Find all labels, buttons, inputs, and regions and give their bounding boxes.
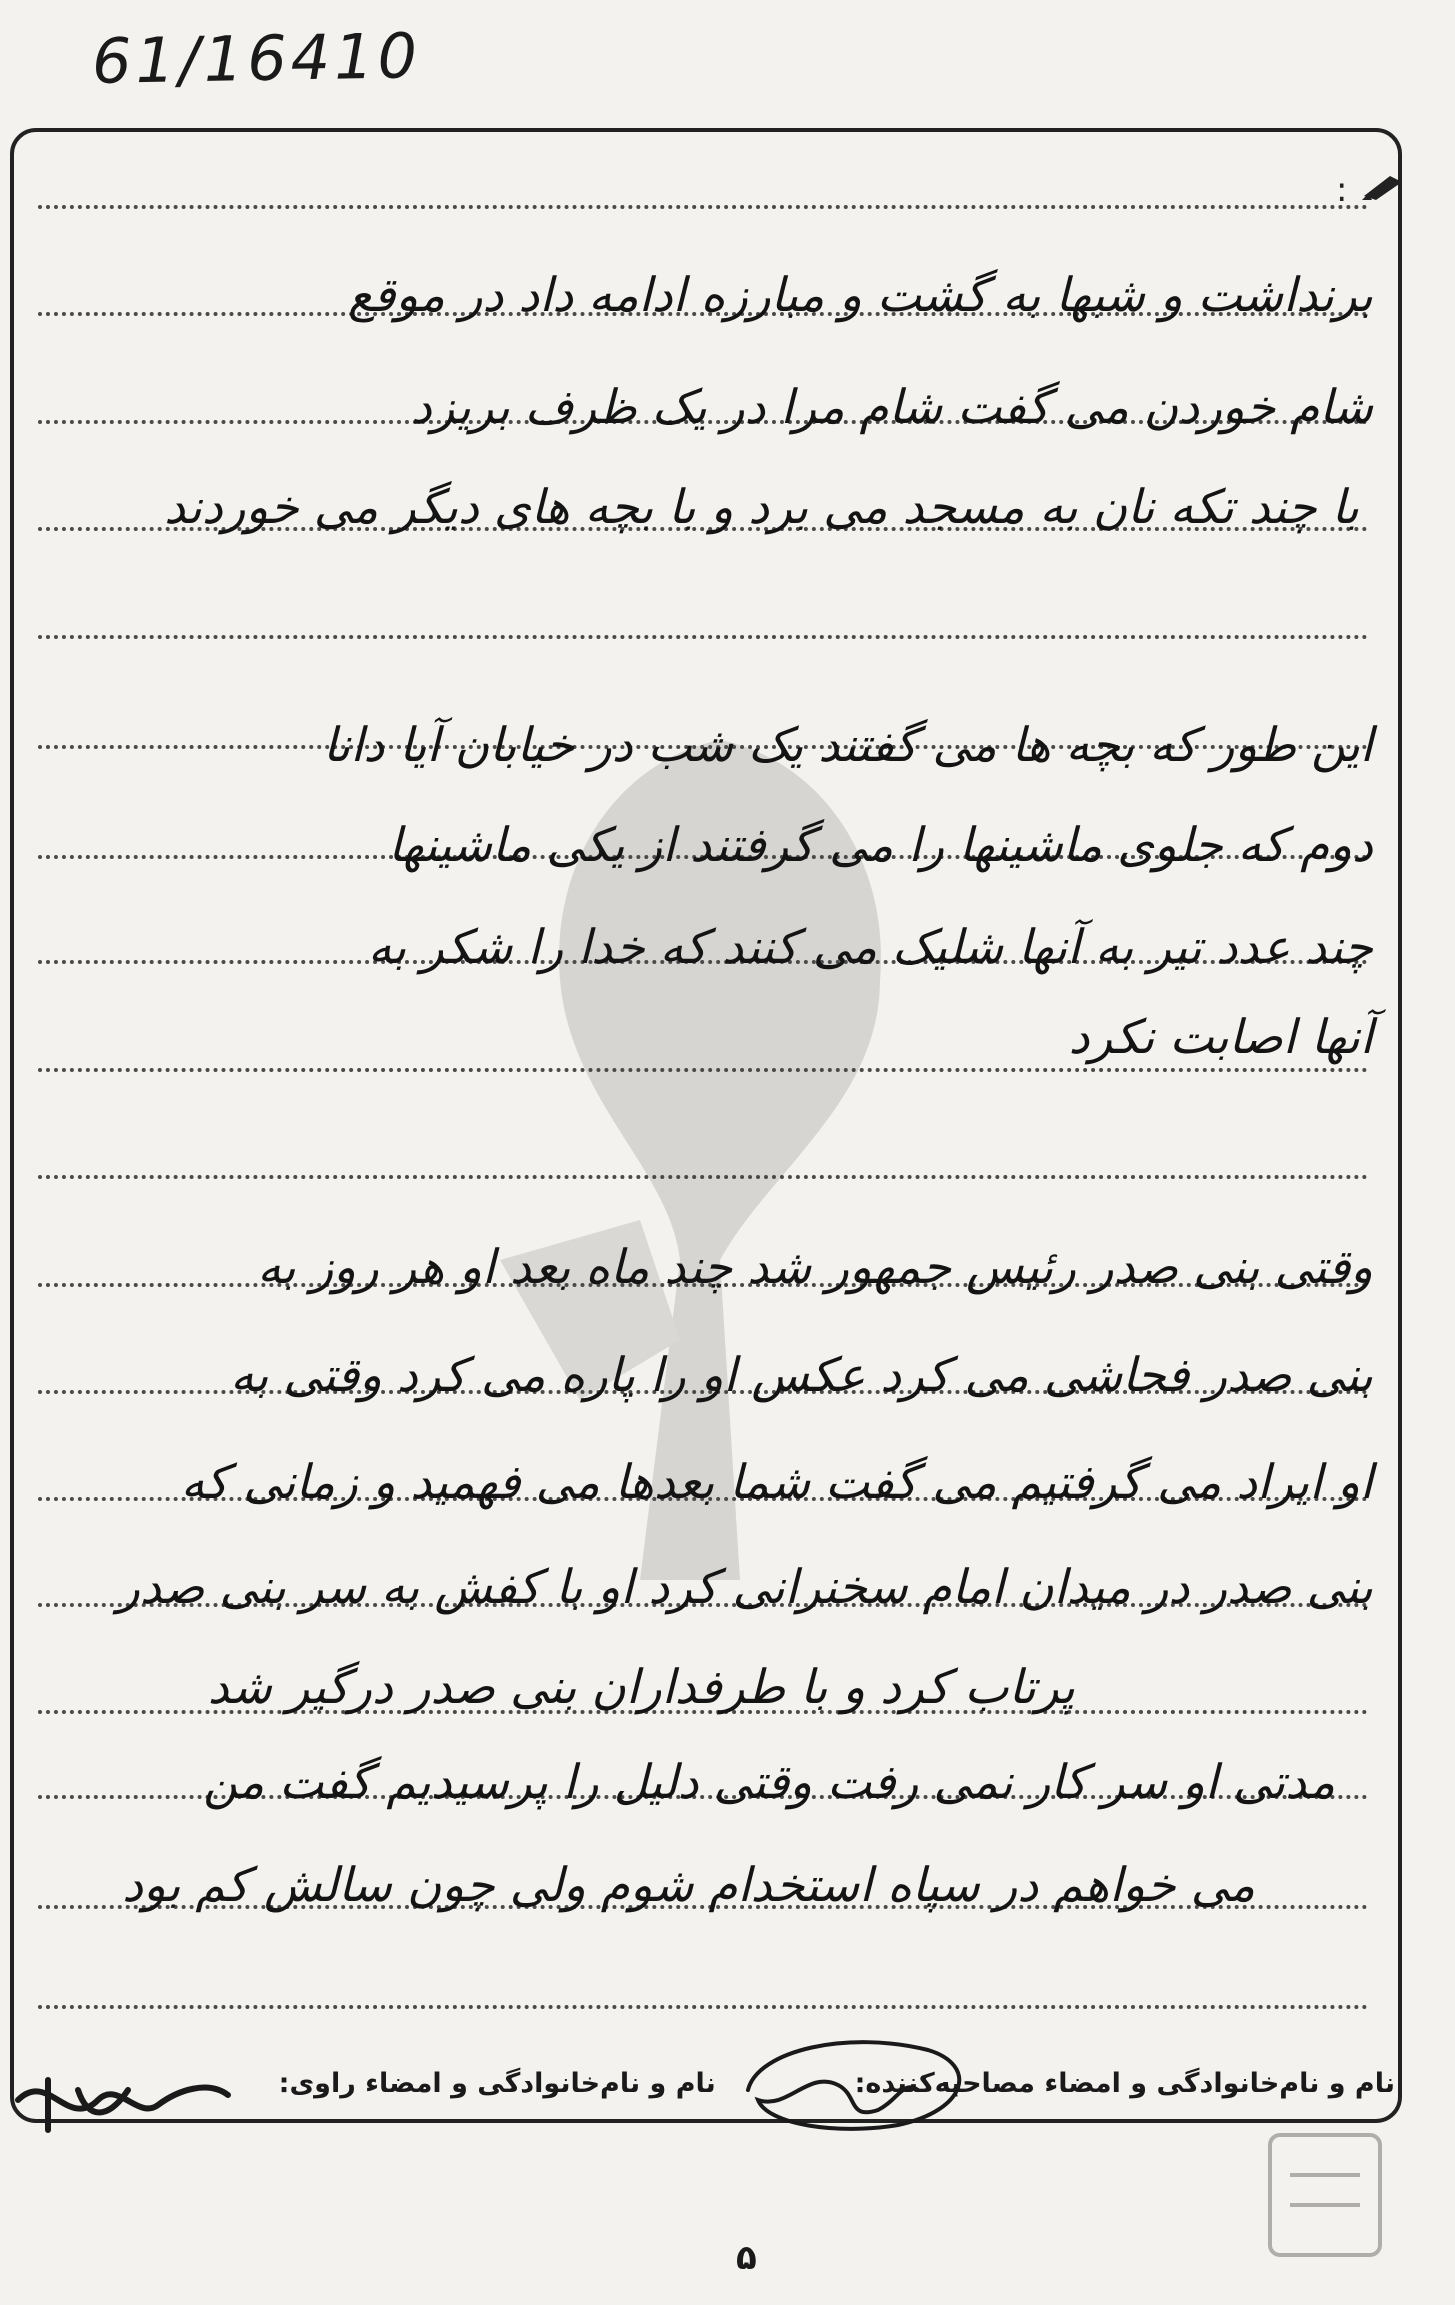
stamp-mark <box>1250 2115 1400 2275</box>
ruled-line <box>38 635 1368 639</box>
archive-code: 61/16410 <box>91 19 422 98</box>
handwritten-line: بنی صدر فحاشی می کرد عکس او را پاره می کرد وقتی به <box>230 1348 1373 1403</box>
handwritten-line: این طور که بچه ها می گفتند یک شب در خیابان آیا دانا <box>322 718 1373 773</box>
ruled-line <box>38 1175 1368 1179</box>
interviewer-signature-label: نام و نام‌خانوادگی و امضاء مصاحبه‌کننده: <box>854 2068 1395 2099</box>
handwritten-line: چند عدد تیر به آنها شلیک می کنند که خدا را شکر به <box>367 920 1373 975</box>
handwritten-line: او ایراد می گرفتیم می گفت شما بعدها می فهمید و زمانی که <box>180 1455 1373 1510</box>
handwritten-line: می خواهم در سپاه استخدام شوم ولی چون سالش کم بود <box>122 1858 1255 1913</box>
narrator-signature <box>8 2060 238 2160</box>
interviewer-signature <box>728 2030 988 2140</box>
handwritten-line: آنها اصابت نکرد <box>1068 1010 1373 1065</box>
handwritten-line: شام خوردن می گفت شام مرا در یک ظرف بریزد <box>410 380 1373 435</box>
handwritten-line: مدتی او سر کار نمی رفت وقتی دلیل را پرسیدیم گفت من <box>203 1755 1335 1810</box>
handwritten-line: پرتاب کرد و با طرفداران بنی صدر درگیر شد <box>207 1660 1075 1715</box>
ruled-line <box>38 1068 1368 1072</box>
page-number: ۵ <box>736 2238 757 2278</box>
colon-mark: : <box>1336 170 1348 210</box>
pen-icon <box>1360 168 1408 204</box>
ruled-line <box>38 205 1368 209</box>
handwritten-line: با چند تکه نان به مسجد می برد و با بچه های دیگر می خوردند <box>164 480 1359 535</box>
handwritten-line: دوم که جلوی ماشینها را می گرفتند از یکی ماشینها <box>388 818 1373 873</box>
narrator-signature-label: نام و نام‌خانوادگی و امضاء راوی: <box>278 2068 716 2099</box>
handwritten-line: وقتی بنی صدر رئیس جمهور شد چند ماه بعد او هر روز به <box>257 1240 1373 1295</box>
ruled-line <box>38 2005 1368 2009</box>
handwritten-line: بنی صدر در میدان امام سخنرانی کرد او با کفش به سر بنی صدر <box>117 1560 1373 1615</box>
handwritten-line: برنداشت و شبها به گشت و مبارزه ادامه داد در موقع <box>347 268 1373 323</box>
